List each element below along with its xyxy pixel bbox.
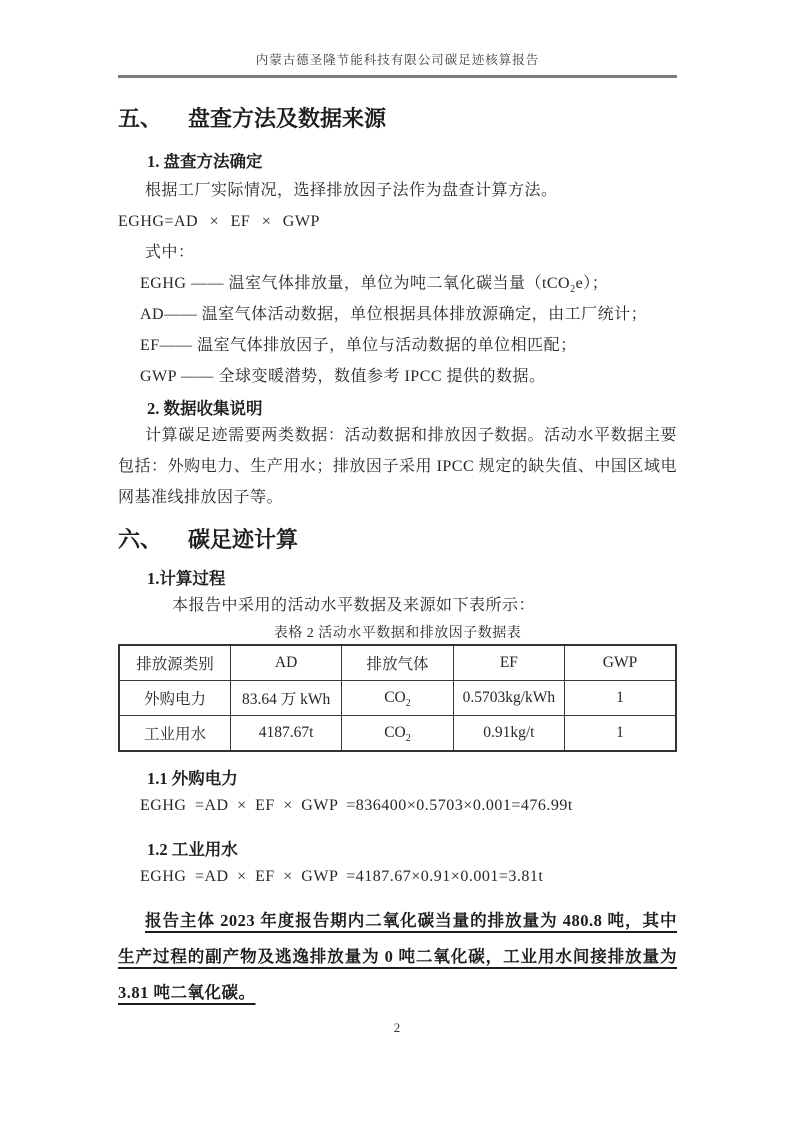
- page-number: 2: [393, 1020, 401, 1035]
- subsection-title-calc-process: 1.计算过程: [147, 569, 226, 588]
- definition-text: EGHG —— 温室气体排放量，单位为吨二氧化碳当量（tCO: [140, 275, 571, 292]
- section-number: 六、: [118, 527, 163, 552]
- formula-ghg-general: EGHG=AD × EF × GWP: [118, 213, 320, 230]
- section-title: 盘查方法及数据来源: [188, 106, 387, 131]
- activity-data-table: [118, 644, 677, 752]
- paragraph-table-intro: 本报告中采用的活动水平数据及来源如下表所示：: [172, 597, 536, 614]
- paragraph-data-collection: 计算碳足迹需要两类数据：活动数据和排放因子数据。活动水平数据主要包括：外购电力、生产用水；排放因子采用 IPCC 规定的缺失值、中国区域电网基准线排放因子等。: [118, 427, 677, 506]
- subsection-title-water: 1.2 工业用水: [147, 840, 238, 859]
- definition-line-eghg: [118, 268, 677, 299]
- table-header-gas: 排放气体: [342, 645, 453, 681]
- section-heading-calculation: [118, 525, 677, 554]
- cell-gwp: 1: [565, 716, 676, 752]
- cell-gas: [342, 716, 453, 752]
- definition-text-post: e）；: [575, 275, 609, 292]
- page-header-title: 内蒙古德圣隆节能科技有限公司碳足迹核算报告: [255, 53, 540, 67]
- table-caption: 表格 2 活动水平数据和排放因子数据表: [273, 626, 522, 641]
- cell-category: 外购电力: [119, 681, 230, 716]
- table-row-water: [119, 716, 676, 752]
- gas-formula: CO: [384, 689, 406, 706]
- table-header-row: [119, 645, 676, 681]
- conclusion-paragraph: 报告主体 2023 年度报告期内二氧化碳当量的排放量为 480.8 吨，其中生产过程的副产物及逃逸排放量为 0 吨二氧化碳，工业用水间接排放量为 3.81 吨二氧化碳。: [118, 911, 677, 1002]
- cell-category: 工业用水: [119, 716, 230, 752]
- cell-ef: 0.91kg/t: [453, 716, 564, 752]
- table-row-electricity: [119, 681, 676, 716]
- page-header: [118, 50, 677, 78]
- paragraph-method-intro: 根据工厂实际情况，选择排放因子法作为盘查计算方法。: [145, 182, 558, 199]
- cell-ef: 0.5703kg/kWh: [453, 681, 564, 716]
- subsection-title-electricity: 1.1 外购电力: [147, 769, 238, 788]
- subscript-2: 2: [405, 698, 411, 710]
- subsection-title-method-determination: 1. 盘查方法确定: [147, 152, 263, 171]
- cell-ad: 4187.67t: [230, 716, 341, 752]
- table-header-gwp: GWP: [565, 645, 676, 681]
- cell-gas: [342, 681, 453, 716]
- formula-electricity: EGHG =AD × EF × GWP =836400×0.5703×0.001=476.99t: [140, 797, 573, 814]
- subsection-title-data-collection: 2. 数据收集说明: [147, 399, 263, 418]
- cell-ad: 83.64 万 kWh: [230, 681, 341, 716]
- cell-gwp: 1: [565, 681, 676, 716]
- definition-line-ad: AD—— 温室气体活动数据，单位根据具体排放源确定，由工厂统计；: [140, 306, 648, 323]
- formula-lead-in: 式中：: [145, 244, 195, 261]
- section-heading-methods: [118, 104, 677, 133]
- definition-line-gwp: GWP —— 全球变暖潜势，数值参考 IPCC 提供的数据。: [140, 368, 546, 385]
- definition-line-ef: EF—— 温室气体排放因子，单位与活动数据的单位相匹配；: [140, 337, 577, 354]
- subscript-2: 2: [570, 284, 576, 296]
- table-header-ad: AD: [230, 645, 341, 681]
- table-header-category: 排放源类别: [119, 645, 230, 681]
- formula-water: EGHG =AD × EF × GWP =4187.67×0.91×0.001=3.81t: [140, 868, 544, 885]
- gas-formula: CO: [384, 724, 406, 741]
- section-number: 五、: [118, 106, 163, 131]
- subscript-2: 2: [405, 733, 411, 745]
- table-header-ef: EF: [453, 645, 564, 681]
- section-title: 碳足迹计算: [188, 527, 299, 552]
